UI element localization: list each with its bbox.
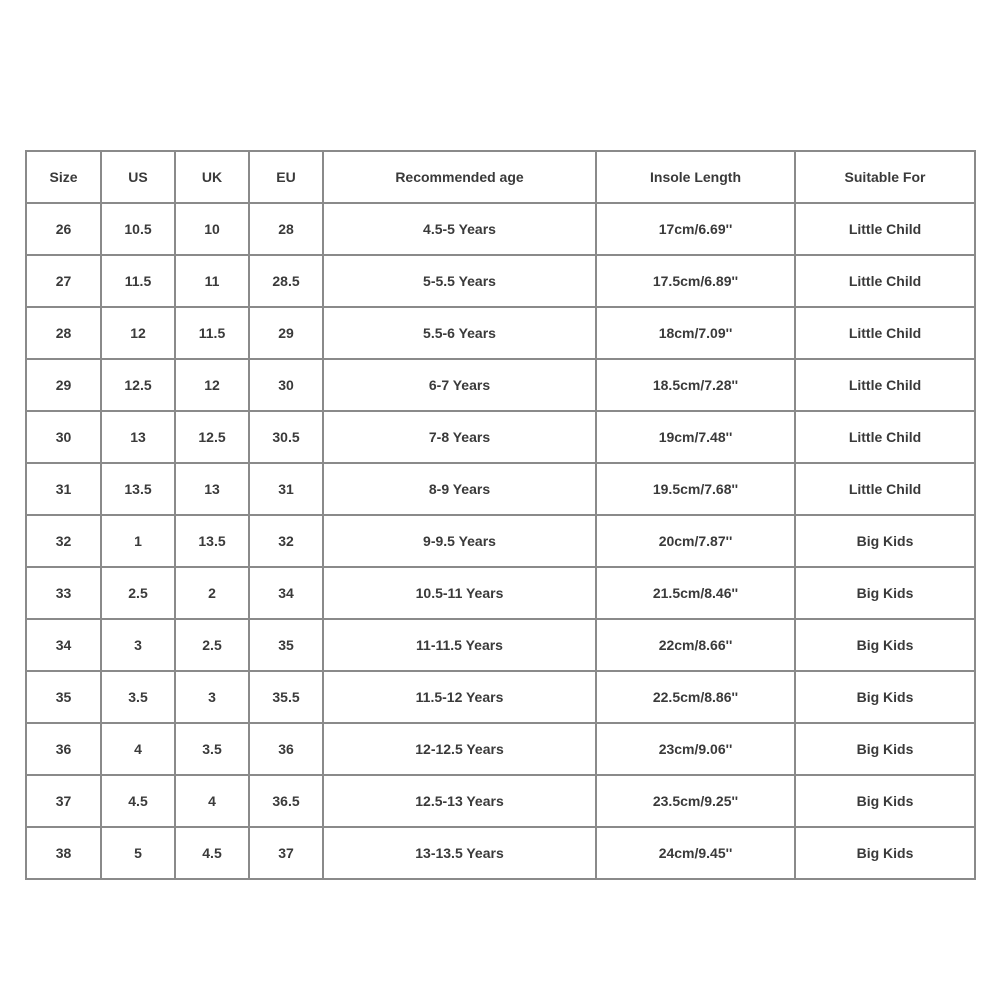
cell-recommended-age: 5.5-6 Years — [323, 307, 596, 359]
cell-uk: 10 — [175, 203, 249, 255]
cell-eu: 28.5 — [249, 255, 323, 307]
header-recommended-age: Recommended age — [323, 151, 596, 203]
cell-size: 37 — [26, 775, 101, 827]
table-row — [26, 307, 975, 359]
table-row — [26, 463, 975, 515]
cell-recommended-age: 7-8 Years — [323, 411, 596, 463]
cell-eu: 32 — [249, 515, 323, 567]
cell-uk: 4.5 — [175, 827, 249, 879]
table-row — [26, 515, 975, 567]
cell-suitable-for: Big Kids — [795, 619, 975, 671]
table-row — [26, 827, 975, 879]
cell-uk: 3 — [175, 671, 249, 723]
cell-eu: 30 — [249, 359, 323, 411]
cell-size: 38 — [26, 827, 101, 879]
cell-insole-length: 18.5cm/7.28'' — [596, 359, 795, 411]
header-size: Size — [26, 151, 101, 203]
table-row — [26, 723, 975, 775]
cell-eu: 28 — [249, 203, 323, 255]
cell-us: 13 — [101, 411, 175, 463]
cell-insole-length: 24cm/9.45'' — [596, 827, 795, 879]
cell-recommended-age: 5-5.5 Years — [323, 255, 596, 307]
table-body — [26, 203, 975, 879]
table-row — [26, 671, 975, 723]
cell-us: 12 — [101, 307, 175, 359]
cell-insole-length: 23cm/9.06'' — [596, 723, 795, 775]
cell-size: 33 — [26, 567, 101, 619]
table-row — [26, 255, 975, 307]
header-eu: EU — [249, 151, 323, 203]
cell-suitable-for: Big Kids — [795, 827, 975, 879]
cell-eu: 36 — [249, 723, 323, 775]
cell-us: 11.5 — [101, 255, 175, 307]
cell-suitable-for: Big Kids — [795, 567, 975, 619]
table-row — [26, 619, 975, 671]
header-us: US — [101, 151, 175, 203]
cell-recommended-age: 8-9 Years — [323, 463, 596, 515]
cell-us: 1 — [101, 515, 175, 567]
cell-size: 29 — [26, 359, 101, 411]
cell-insole-length: 22cm/8.66'' — [596, 619, 795, 671]
cell-suitable-for: Little Child — [795, 359, 975, 411]
cell-uk: 11.5 — [175, 307, 249, 359]
table-row — [26, 359, 975, 411]
size-chart-table — [25, 150, 976, 880]
cell-uk: 3.5 — [175, 723, 249, 775]
cell-insole-length: 20cm/7.87'' — [596, 515, 795, 567]
cell-suitable-for: Little Child — [795, 411, 975, 463]
cell-size: 28 — [26, 307, 101, 359]
cell-recommended-age: 9-9.5 Years — [323, 515, 596, 567]
cell-uk: 2.5 — [175, 619, 249, 671]
table-row — [26, 567, 975, 619]
cell-suitable-for: Little Child — [795, 255, 975, 307]
cell-eu: 29 — [249, 307, 323, 359]
cell-size: 27 — [26, 255, 101, 307]
cell-suitable-for: Little Child — [795, 463, 975, 515]
cell-insole-length: 17cm/6.69'' — [596, 203, 795, 255]
cell-recommended-age: 12.5-13 Years — [323, 775, 596, 827]
cell-eu: 35.5 — [249, 671, 323, 723]
cell-uk: 12 — [175, 359, 249, 411]
cell-us: 12.5 — [101, 359, 175, 411]
cell-us: 3 — [101, 619, 175, 671]
header-insole-length: Insole Length — [596, 151, 795, 203]
cell-insole-length: 22.5cm/8.86'' — [596, 671, 795, 723]
cell-uk: 13 — [175, 463, 249, 515]
cell-uk: 4 — [175, 775, 249, 827]
cell-uk: 2 — [175, 567, 249, 619]
cell-suitable-for: Big Kids — [795, 723, 975, 775]
cell-us: 2.5 — [101, 567, 175, 619]
cell-size: 26 — [26, 203, 101, 255]
cell-insole-length: 19cm/7.48'' — [596, 411, 795, 463]
cell-eu: 36.5 — [249, 775, 323, 827]
cell-suitable-for: Big Kids — [795, 671, 975, 723]
cell-eu: 34 — [249, 567, 323, 619]
cell-recommended-age: 13-13.5 Years — [323, 827, 596, 879]
cell-suitable-for: Little Child — [795, 203, 975, 255]
cell-insole-length: 17.5cm/6.89'' — [596, 255, 795, 307]
cell-uk: 13.5 — [175, 515, 249, 567]
table-header-row — [26, 151, 975, 203]
cell-eu: 30.5 — [249, 411, 323, 463]
cell-suitable-for: Big Kids — [795, 775, 975, 827]
cell-us: 4.5 — [101, 775, 175, 827]
cell-uk: 12.5 — [175, 411, 249, 463]
cell-insole-length: 21.5cm/8.46'' — [596, 567, 795, 619]
cell-us: 13.5 — [101, 463, 175, 515]
cell-recommended-age: 10.5-11 Years — [323, 567, 596, 619]
cell-eu: 35 — [249, 619, 323, 671]
cell-size: 35 — [26, 671, 101, 723]
cell-eu: 31 — [249, 463, 323, 515]
cell-size: 32 — [26, 515, 101, 567]
cell-insole-length: 19.5cm/7.68'' — [596, 463, 795, 515]
table-row — [26, 775, 975, 827]
cell-us: 5 — [101, 827, 175, 879]
cell-uk: 11 — [175, 255, 249, 307]
cell-suitable-for: Little Child — [795, 307, 975, 359]
cell-eu: 37 — [249, 827, 323, 879]
cell-recommended-age: 12-12.5 Years — [323, 723, 596, 775]
header-suitable-for: Suitable For — [795, 151, 975, 203]
cell-size: 36 — [26, 723, 101, 775]
cell-us: 10.5 — [101, 203, 175, 255]
cell-recommended-age: 11-11.5 Years — [323, 619, 596, 671]
cell-size: 31 — [26, 463, 101, 515]
cell-recommended-age: 4.5-5 Years — [323, 203, 596, 255]
table-row — [26, 411, 975, 463]
table-row — [26, 203, 975, 255]
cell-size: 34 — [26, 619, 101, 671]
cell-us: 4 — [101, 723, 175, 775]
cell-us: 3.5 — [101, 671, 175, 723]
cell-insole-length: 23.5cm/9.25'' — [596, 775, 795, 827]
cell-recommended-age: 11.5-12 Years — [323, 671, 596, 723]
cell-size: 30 — [26, 411, 101, 463]
header-uk: UK — [175, 151, 249, 203]
cell-suitable-for: Big Kids — [795, 515, 975, 567]
cell-insole-length: 18cm/7.09'' — [596, 307, 795, 359]
cell-recommended-age: 6-7 Years — [323, 359, 596, 411]
